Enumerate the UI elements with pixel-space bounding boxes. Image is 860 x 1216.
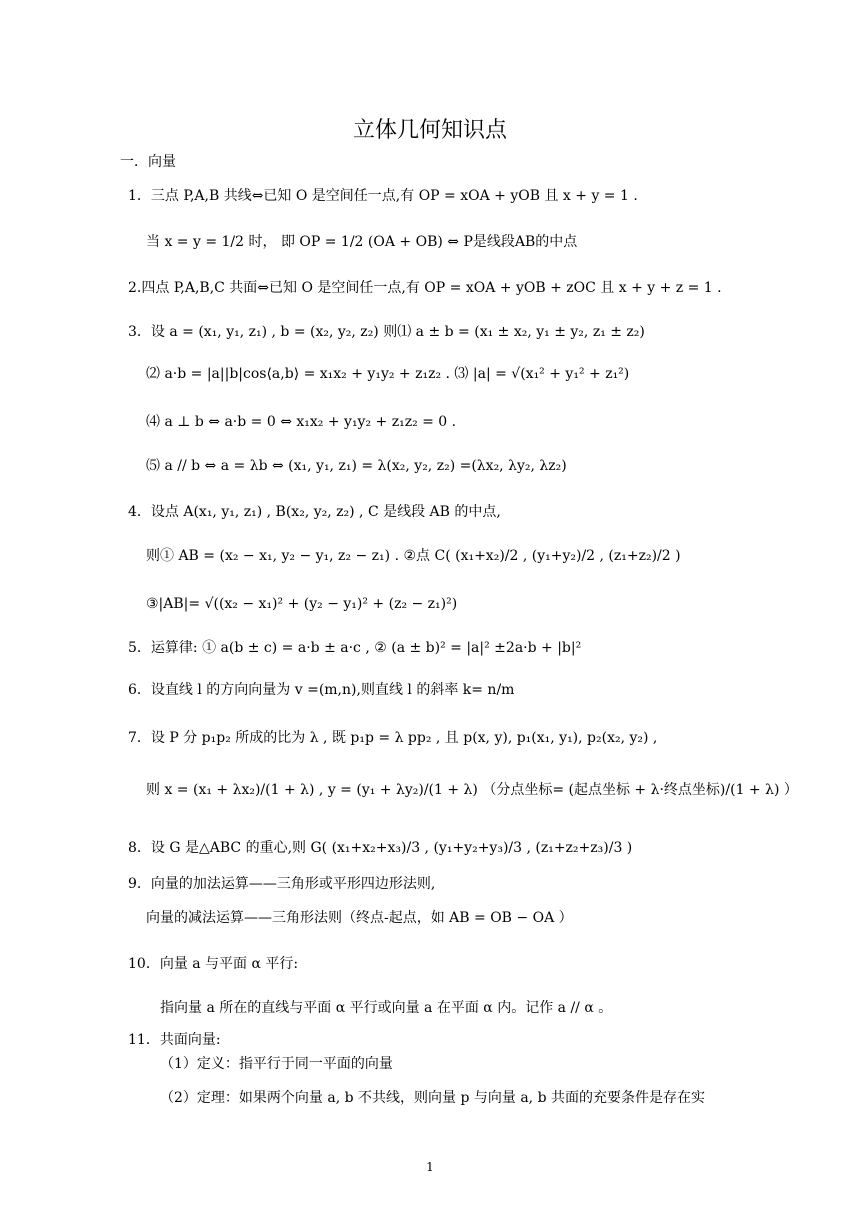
item-9: 9．向量的加法运算——三角形或平形四边形法则, <box>128 876 436 892</box>
item-7: 7．设 P 分 p₁p₂ 所成的比为 λ , 既 p₁p = λ pp₂ , 且 p(x, y), p₁(x₁, y₁), p₂(x₂, y₂) , <box>128 730 658 746</box>
item-2: 2.四点 P,A,B,C 共面⇔已知 O 是空间任一点,有 OP = xOA + yOB + zOC 且 x + y + z = 1 . <box>128 280 722 296</box>
item-6: 6．设直线 l 的方向向量为 v =(m,n),则直线 l 的斜率 k= n/m <box>128 682 515 698</box>
item-9-subtraction: 向量的减法运算——三角形法则（终点-起点，如 AB = OB − OA ） <box>146 910 573 926</box>
page-number: 1 <box>426 1160 434 1174</box>
section-heading-vectors: 一．向量 <box>120 154 176 170</box>
page-title: 立体几何知识点 <box>352 118 507 143</box>
item-11-definition: （1）定义：指平行于同一平面的向量 <box>160 1056 393 1072</box>
item-1: 1．三点 P,A,B 共线⇔已知 O 是空间任一点,有 OP = xOA + yOB 且 x + y = 1 . <box>128 188 638 204</box>
item-10-definition: 指向量 a 所在的直线与平面 α 平行或向量 a 在平面 α 内。记作 a // α 。 <box>160 1000 613 1016</box>
item-4-distance: ③|AB|= √((x₂ − x₁)² + (y₂ − y₁)² + (z₂ − z₁)²) <box>146 596 458 612</box>
item-3-perpendicular: ⑷ a ⊥ b ⇔ a·b = 0 ⇔ x₁x₂ + y₁y₂ + z₁z₂ = 0 . <box>146 414 457 430</box>
item-5: 5．运算律: ① a(b ± c) = a·b ± a·c , ② (a ± b)² = |a|² ±2a·b + |b|² <box>128 640 582 656</box>
item-3-parallel: ⑸ a // b ⇔ a = λb ⇔ (x₁, y₁, z₁) = λ(x₂, y₂, z₂) =(λx₂, λy₂, λz₂) <box>146 458 567 474</box>
item-3-dot-product: ⑵ a·b = |a||b|cos⟨a,b⟩ = x₁x₂ + y₁y₂ + z₁z₂ . ⑶ |a| = √(x₁² + y₁² + z₁²) <box>146 366 630 382</box>
item-1-midpoint: 当 x = y = 1/2 时， 即 OP = 1/2 (OA + OB) ⇔ P是线段AB的中点 <box>146 234 578 250</box>
item-11-theorem: （2）定理：如果两个向量 a, b 不共线，则向量 p 与向量 a, b 共面的充要条件是存在实 <box>160 1090 705 1106</box>
item-10: 10．向量 a 与平面 α 平行: <box>128 956 299 972</box>
item-3: 3．设 a = (x₁, y₁, z₁) , b = (x₂, y₂, z₂) 则⑴ a ± b = (x₁ ± x₂, y₁ ± y₂, z₁ ± z₂) <box>128 324 645 340</box>
item-4: 4．设点 A(x₁, y₁, z₁) , B(x₂, y₂, z₂) , C 是线段 AB 的中点, <box>128 504 501 520</box>
item-8: 8．设 G 是△ABC 的重心,则 G( (x₁+x₂+x₃)/3 , (y₁+y₂+y₃)/3 , (z₁+z₂+z₃)/3 ) <box>128 840 633 856</box>
item-11: 11．共面向量: <box>128 1032 221 1048</box>
item-4-vector-midpoint: 则① AB = (x₂ − x₁, y₂ − y₁, z₂ − z₁) . ②点 C( (x₁+x₂)/2 , (y₁+y₂)/2 , (z₁+z₂)/2 ) <box>146 548 681 564</box>
item-7-section-formula: 则 x = (x₁ + λx₂)/(1 + λ) , y = (y₁ + λy₂)/(1 + λ) （分点坐标= (起点坐标 + λ·终点坐标)/(1 + λ) ） <box>146 782 798 798</box>
